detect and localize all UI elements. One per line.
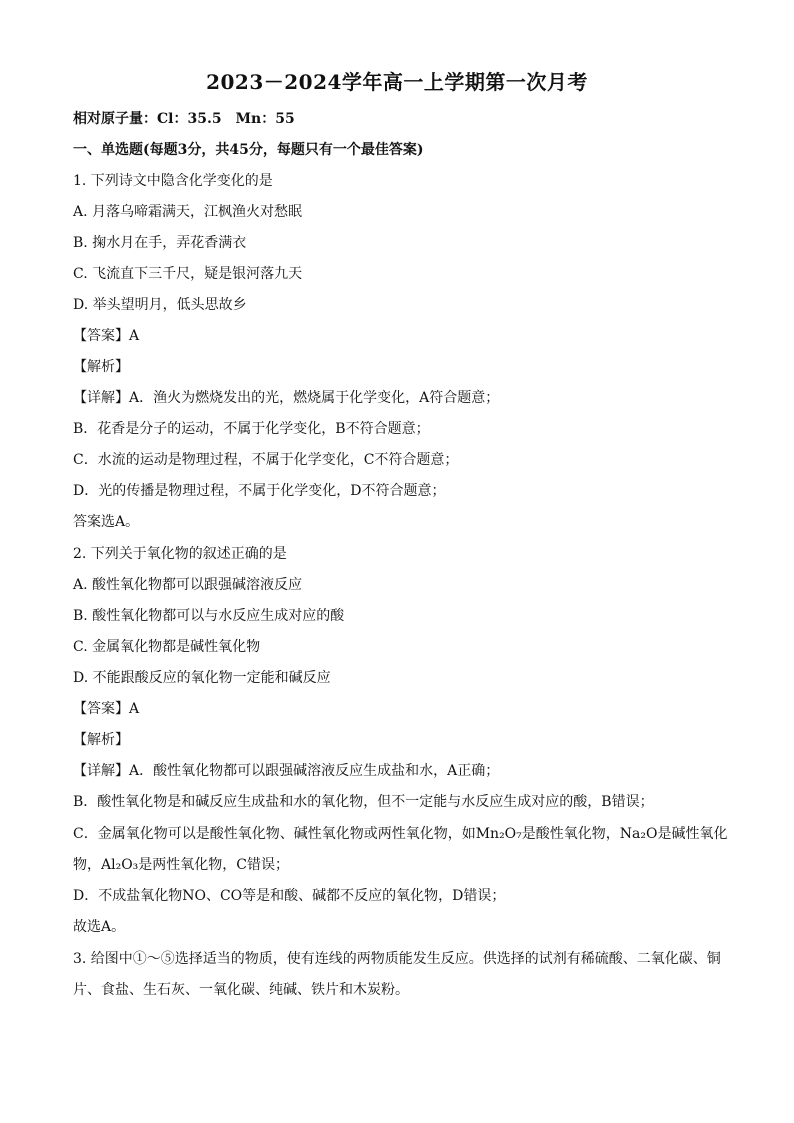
question-2-option-a: A. 酸性氧化物都可以跟强碱溶液反应 [73,577,303,593]
section-heading: 一、单选题(每题3分，共45分，每题只有一个最佳答案) [73,142,424,158]
question-2-detail-a: 【详解】A．酸性氧化物都可以跟强碱溶液反应生成盐和水，A正确； [73,763,500,779]
formula-al2o3: Al₂O₃ [101,857,139,873]
question-2-option-b: B. 酸性氧化物都可以与水反应生成对应的酸 [73,608,345,624]
question-2-conclusion: 故选A。 [73,919,126,935]
detail-c-text-4: 物， [73,857,101,873]
formula-na2o: Na₂O [619,826,658,842]
question-1-detail-b: B．花香是分子的运动，不属于化学变化，B不符合题意； [73,421,430,437]
question-1-option-c: C. 飞流直下三千尺，疑是银河落九天 [73,266,303,282]
question-2-answer: 【答案】A [73,701,140,717]
formula-mn2o7: Mn₂O₇ [475,826,522,842]
question-2-option-c: C. 金属氧化物都是碱性氧化物 [73,639,261,655]
question-1-conclusion: 答案选A。 [73,514,140,530]
question-1-stem: 1. 下列诗文中隐含化学变化的是 [73,173,273,189]
question-1-option-d: D. 举头望明月，低头思故乡 [73,297,247,313]
detail-c-text-5: 是两性氧化物，C错误； [138,857,290,873]
question-1-answer: 【答案】A [73,328,140,344]
question-1-detail-d: D．光的传播是物理过程，不属于化学变化，D不符合题意； [73,483,446,499]
question-2-detail-c-line2 [73,856,289,874]
question-1-detail-c: C．水流的运动是物理过程，不属于化学变化，C不符合题意； [73,452,459,468]
question-2-detail-d: D．不成盐氧化物NO、CO等是和酸、碱都不反应的氧化物，D错误； [73,888,506,904]
question-1-option-a: A. 月落乌啼霜满天，江枫渔火对愁眠 [73,204,303,220]
question-1-detail-a: 【详解】A．渔火为燃烧发出的光，燃烧属于化学变化，A符合题意； [73,390,500,406]
question-2-detail-b: B．酸性氧化物是和碱反应生成盐和水的氧化物，但不一定能与水反应生成对应的酸，B错误； [73,794,654,810]
detail-c-text-2: 是酸性氧化物， [521,826,620,842]
question-2-analysis-label: 【解析】 [73,732,129,748]
detail-c-text-1: C．金属氧化物可以是酸性氧化物、碱性氧化物或两性氧化物，如 [73,826,476,842]
question-1-option-b: B. 掬水月在手，弄花香满衣 [73,235,247,251]
question-2-stem: 2. 下列关于氧化物的叙述正确的是 [73,546,287,562]
atomic-mass-line: 相对原子量：Cl：35.5 Mn：55 [73,111,295,127]
question-1-analysis-label: 【解析】 [73,359,129,375]
question-2-option-d: D. 不能跟酸反应的氧化物一定能和碱反应 [73,670,331,686]
detail-c-text-3: 是碱性氧化 [657,826,728,842]
page-title: 2023－2024学年高一上学期第一次月考 [206,70,588,94]
question-3-stem: 3. 给图中①～⑤选择适当的物质，使有连线的两物质能发生反应。供选择的试剂有稀硫酸、二氧化碳、铜片、食盐、生石灰、一氧化碳、纯碱、铁片和木炭粉。 [73,951,721,998]
question-2-detail-c-line1 [73,825,727,843]
